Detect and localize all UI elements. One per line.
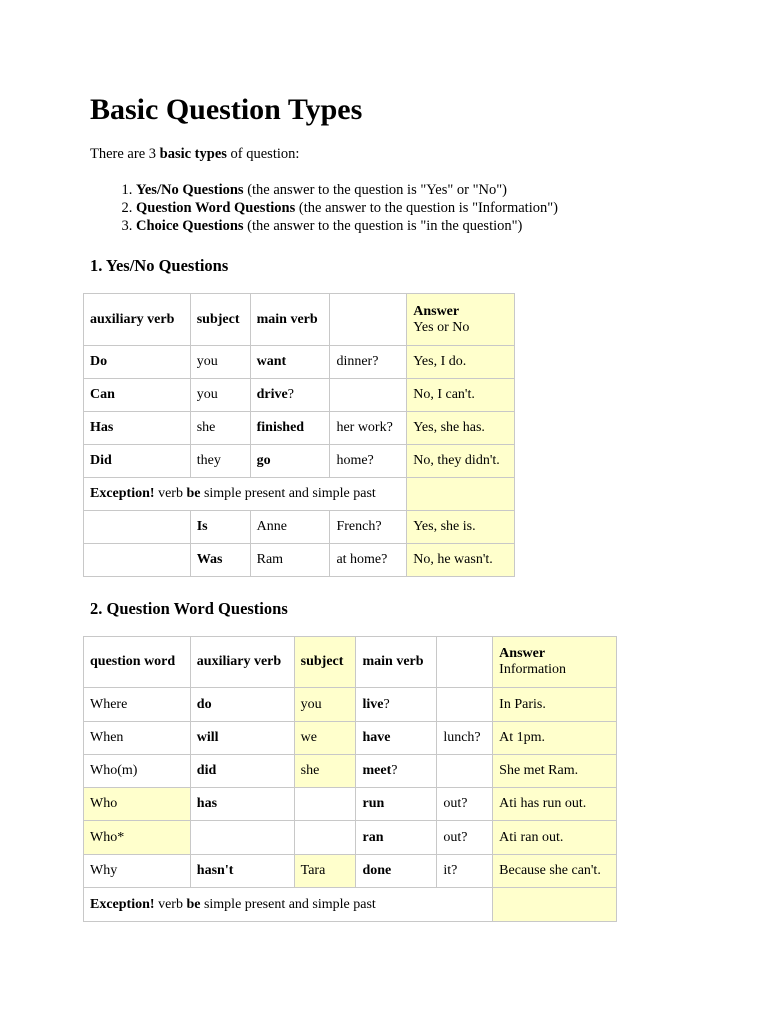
cell-aux: hasn't [190, 855, 294, 888]
intro-pre: There are 3 [90, 146, 160, 162]
list-item-bold: Choice Questions [136, 218, 244, 234]
section1-heading: 1. Yes/No Questions [90, 256, 229, 275]
table-row [84, 412, 515, 445]
main-punct: ? [383, 696, 390, 712]
cell-answer: No, I can't. [407, 379, 515, 412]
cell-answer: She met Ram. [493, 755, 617, 788]
section2-heading: 2. Question Word Questions [90, 599, 288, 618]
list-item-text: (the answer to the question is "Yes" or "No") [243, 182, 507, 198]
list-item-bold: Yes/No Questions [136, 182, 244, 198]
cell-subject: Tara [294, 855, 356, 888]
cell-subject [294, 788, 356, 821]
cell-subject: you [190, 346, 250, 379]
cell-aux: Did [84, 445, 191, 478]
exception-pre: verb [154, 486, 187, 501]
exception-cell [84, 888, 493, 922]
cell-main [356, 688, 437, 722]
header-qword: question word [84, 637, 191, 688]
table-row [84, 379, 515, 412]
cell-extra [437, 688, 493, 722]
exception-verb: be [186, 896, 201, 912]
cell-subject: we [294, 722, 356, 755]
main-verb: ran [362, 829, 384, 845]
cell-extra: dinner? [330, 346, 407, 379]
cell-main [250, 412, 330, 445]
header-aux: auxiliary verb [84, 294, 191, 346]
cell-extra: French? [330, 511, 407, 544]
main-verb: drive [256, 387, 288, 402]
header-main: main verb [356, 637, 437, 688]
table-row [84, 722, 617, 755]
main-verb: meet [362, 763, 392, 778]
cell-aux: Has [84, 412, 191, 445]
header-answer [493, 637, 617, 688]
cell-aux: Do [84, 346, 191, 379]
cell-main [250, 445, 330, 478]
cell-subject: they [190, 445, 250, 478]
cell-subject [294, 821, 356, 855]
cell-main [250, 379, 330, 412]
main-verb: run [362, 796, 385, 811]
answer-title: Answer [413, 303, 460, 319]
cell-qword: Why [84, 855, 191, 888]
cell-extra [437, 755, 493, 788]
cell-answer: Because she can't. [493, 855, 617, 888]
table-row [84, 511, 515, 544]
header-blank [437, 637, 493, 688]
cell-be-verb: Is [190, 511, 250, 544]
cell-answer: Yes, she is. [407, 511, 515, 544]
list-item [136, 181, 558, 199]
cell-answer-empty [407, 478, 515, 511]
cell-empty [84, 544, 191, 577]
table-row [84, 445, 515, 478]
cell-aux: do [190, 688, 294, 722]
cell-answer: No, he wasn't. [407, 544, 515, 577]
table-row [84, 544, 515, 577]
list-item-bold: Question Word Questions [136, 200, 296, 216]
header-aux: auxiliary verb [190, 637, 294, 688]
cell-extra: her work? [330, 412, 407, 445]
table-row [84, 755, 617, 788]
cell-subject: she [294, 755, 356, 788]
list-item [136, 199, 558, 217]
exception-post: simple present and simple past [200, 896, 376, 912]
cell-aux: did [190, 755, 294, 788]
intro-bold: basic types [159, 146, 227, 162]
list-item-text: (the answer to the question is "Information") [295, 200, 558, 216]
cell-extra: out? [437, 788, 493, 821]
cell-subject: Anne [250, 511, 330, 544]
table-row [84, 346, 515, 379]
cell-aux: will [190, 722, 294, 755]
answer-title: Answer [499, 646, 546, 661]
cell-answer: Ati ran out. [493, 821, 617, 855]
header-subject: subject [190, 294, 250, 346]
exception-label: Exception! [90, 896, 155, 912]
exception-verb: be [186, 486, 201, 501]
cell-extra: home? [330, 445, 407, 478]
table-row [84, 821, 617, 855]
cell-extra: lunch? [437, 722, 493, 755]
cell-subject: you [190, 379, 250, 412]
cell-aux: has [190, 788, 294, 821]
main-verb: live [362, 696, 384, 712]
cell-extra: it? [437, 855, 493, 888]
cell-main [356, 855, 437, 888]
list-item-text: (the answer to the question is "in the question") [243, 218, 523, 234]
cell-aux [190, 821, 294, 855]
cell-answer: At 1pm. [493, 722, 617, 755]
cell-main [356, 821, 437, 855]
cell-answer: Yes, she has. [407, 412, 515, 445]
cell-extra: at home? [330, 544, 407, 577]
exception-pre: verb [154, 896, 187, 912]
main-punct: ? [287, 387, 294, 402]
table-header-row [84, 294, 515, 346]
main-verb: want [256, 354, 287, 369]
cell-qword: Who* [84, 821, 191, 855]
cell-empty [84, 511, 191, 544]
table-row [84, 788, 617, 821]
list-item [136, 217, 558, 235]
cell-qword: Who(m) [84, 755, 191, 788]
table-row [84, 855, 617, 888]
main-verb: done [362, 863, 392, 878]
exception-post: simple present and simple past [200, 486, 376, 501]
answer-subtitle: Information [499, 662, 567, 677]
cell-main [356, 788, 437, 821]
cell-extra [330, 379, 407, 412]
main-verb: have [362, 730, 391, 745]
page-title: Basic Question Types [90, 93, 363, 126]
header-main: main verb [250, 294, 330, 346]
main-verb: go [256, 453, 271, 468]
main-verb: finished [256, 420, 305, 435]
cell-qword: When [84, 722, 191, 755]
header-blank [330, 294, 407, 346]
cell-main [356, 755, 437, 788]
cell-answer-empty [493, 888, 617, 922]
exception-label: Exception! [90, 486, 155, 501]
cell-aux: Can [84, 379, 191, 412]
intro-text [90, 146, 299, 163]
cell-subject: she [190, 412, 250, 445]
cell-answer: Ati has run out. [493, 788, 617, 821]
cell-extra: out? [437, 821, 493, 855]
cell-qword: Where [84, 688, 191, 722]
table-header-row [84, 637, 617, 688]
answer-subtitle: Yes or No [413, 319, 470, 335]
question-type-list [90, 181, 558, 235]
header-answer [407, 294, 515, 346]
exception-row [84, 478, 515, 511]
cell-subject: Ram [250, 544, 330, 577]
cell-be-verb: Was [190, 544, 250, 577]
exception-row [84, 888, 617, 922]
yes-no-table [83, 293, 515, 577]
cell-main [250, 346, 330, 379]
cell-answer: No, they didn't. [407, 445, 515, 478]
cell-answer: In Paris. [493, 688, 617, 722]
main-punct: ? [391, 763, 398, 778]
cell-subject: you [294, 688, 356, 722]
header-subject: subject [294, 637, 356, 688]
cell-main [356, 722, 437, 755]
intro-post: of question: [226, 146, 300, 162]
cell-answer: Yes, I do. [407, 346, 515, 379]
exception-cell [84, 478, 407, 511]
cell-qword: Who [84, 788, 191, 821]
table-row [84, 688, 617, 722]
question-word-table [83, 636, 617, 922]
